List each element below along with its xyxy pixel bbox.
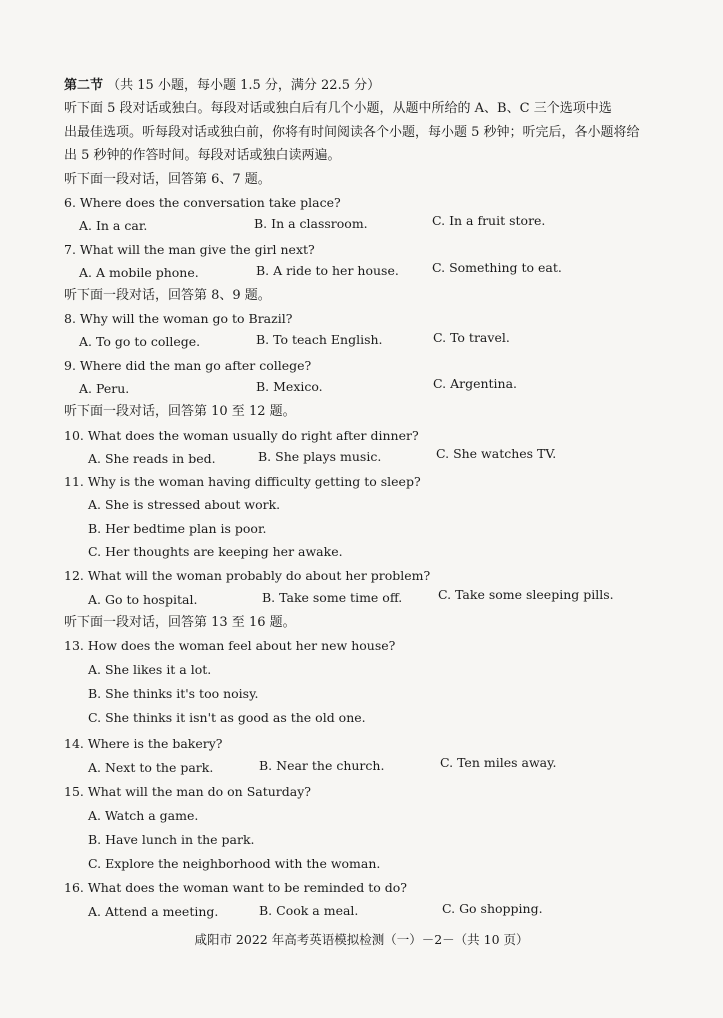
question-7-option-b: B. A ride to her house. (256, 263, 399, 278)
question-13-option-c: C. She thinks it isn't as good as the old one. (88, 710, 366, 725)
question-13-stem: 13. How does the woman feel about her new house? (64, 638, 396, 653)
question-9-option-a: A. Peru. (79, 381, 130, 396)
question-11-option-b: B. Her bedtime plan is poor. (88, 521, 267, 536)
question-16-option-c: C. Go shopping. (442, 901, 543, 916)
question-10-option-c: C. She watches TV. (436, 446, 557, 461)
page-footer: 咸阳市 2022 年高考英语模拟检测（一）－2－（共 10 页） (194, 932, 529, 947)
question-7-stem: 7. What will the man give the girl next? (64, 242, 315, 257)
question-7-option-a: A. A mobile phone. (79, 265, 199, 280)
question-14-option-c: C. Ten miles away. (440, 755, 557, 770)
question-7-option-c: C. Something to eat. (432, 260, 562, 275)
section-info: （共 15 小题，每小题 1.5 分，满分 22.5 分） (107, 78, 381, 93)
question-8-stem: 8. Why will the woman go to Brazil? (64, 311, 293, 326)
group-instruction-1: 听下面一段对话，回答第 6、7 题。 (64, 172, 271, 187)
question-8-option-a: A. To go to college. (79, 334, 201, 349)
instruction-line-3: 出 5 秒钟的作答时间。每段对话或独白读两遍。 (64, 148, 341, 163)
group-instruction-4: 听下面一段对话，回答第 13 至 16 题。 (64, 615, 296, 630)
question-8-option-b: B. To teach English. (256, 332, 383, 347)
question-11-stem: 11. Why is the woman having difficulty getting to sleep? (64, 474, 421, 489)
question-9-option-c: C. Argentina. (433, 376, 518, 391)
question-14-stem: 14. Where is the bakery? (64, 736, 223, 751)
instruction-line-1: 听下面 5 段对话或独白。每段对话或独白后有几个小题，从题中所给的 A、B、C 三个选项中选 (64, 101, 612, 116)
question-10-option-b: B. She plays music. (258, 449, 382, 464)
question-15-option-b: B. Have lunch in the park. (88, 832, 255, 847)
group-instruction-2: 听下面一段对话，回答第 8、9 题。 (64, 288, 271, 303)
question-11-option-c: C. Her thoughts are keeping her awake. (88, 544, 343, 559)
question-9-stem: 9. Where did the man go after college? (64, 358, 312, 373)
question-8-option-c: C. To travel. (433, 330, 510, 345)
question-10-stem: 10. What does the woman usually do right after dinner? (64, 428, 419, 443)
question-15-option-a: A. Watch a game. (88, 808, 199, 823)
question-14-option-a: A. Next to the park. (88, 760, 214, 775)
question-16-option-a: A. Attend a meeting. (88, 904, 219, 919)
question-6-option-b: B. In a classroom. (254, 216, 368, 231)
section-header (64, 78, 380, 94)
question-14-option-b: B. Near the church. (259, 758, 385, 773)
question-12-stem: 12. What will the woman probably do about her problem? (64, 568, 431, 583)
question-13-option-a: A. She likes it a lot. (88, 662, 212, 677)
question-12-option-c: C. Take some sleeping pills. (438, 587, 614, 602)
group-instruction-3: 听下面一段对话，回答第 10 至 12 题。 (64, 404, 296, 419)
question-16-option-b: B. Cook a meal. (259, 903, 359, 918)
section-title: 第二节 (64, 78, 104, 93)
question-10-option-a: A. She reads in bed. (88, 451, 216, 466)
question-16-stem: 16. What does the woman want to be reminded to do? (64, 880, 408, 895)
instruction-line-2: 出最佳选项。听每段对话或独白前，你将有时间阅读各个小题，每小题 5 秒钟；听完后，各小题将给 (64, 125, 640, 140)
question-15-stem: 15. What will the man do on Saturday? (64, 784, 311, 799)
question-12-option-a: A. Go to hospital. (88, 592, 198, 607)
question-12-option-b: B. Take some time off. (262, 590, 403, 605)
question-9-option-b: B. Mexico. (256, 379, 323, 394)
question-6-option-c: C. In a fruit store. (432, 213, 546, 228)
question-6-stem: 6. Where does the conversation take place? (64, 195, 341, 210)
question-13-option-b: B. She thinks it's too noisy. (88, 686, 259, 701)
question-6-option-a: A. In a car. (79, 218, 148, 233)
question-11-option-a: A. She is stressed about work. (88, 497, 281, 512)
question-15-option-c: C. Explore the neighborhood with the woman. (88, 856, 381, 871)
